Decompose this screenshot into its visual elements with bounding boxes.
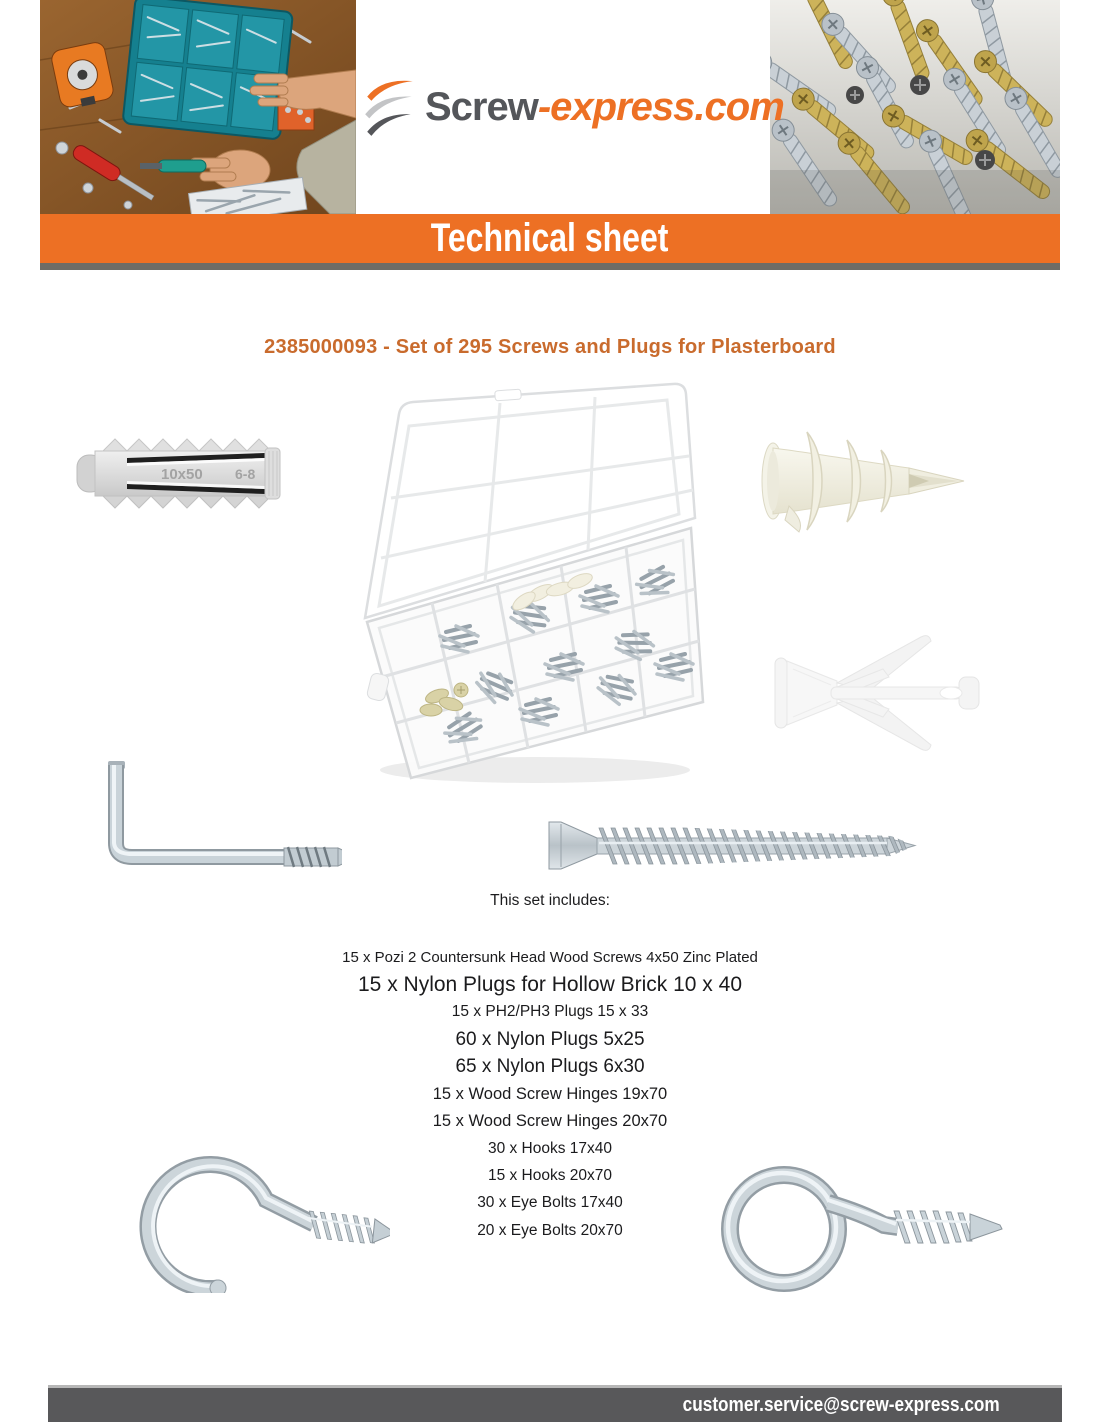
set-item: 65 x Nylon Plugs 6x30	[455, 1055, 645, 1077]
workbench-photo-illustration	[40, 0, 356, 214]
butterfly-anchor-image	[773, 625, 1000, 760]
set-item: 15 x Wood Screw Hinges 20x70	[432, 1111, 668, 1130]
brand-logo	[365, 76, 784, 138]
includes-heading: This set includes:	[490, 892, 610, 909]
cup-hook-image	[98, 1138, 390, 1293]
plug-marking-range: 6-8	[235, 466, 256, 482]
logo-text-secondary: -express.com	[537, 84, 784, 129]
technical-sheet-banner	[40, 214, 1060, 263]
assortment-box-illustration	[345, 378, 705, 788]
cup-hook-thread	[307, 1211, 390, 1246]
logo-swoosh-icon	[365, 76, 417, 138]
screws-pile-illustration	[770, 0, 1060, 214]
assortment-box-image	[345, 378, 705, 788]
plug-marking-size: 10x50	[161, 466, 203, 483]
set-item: 30 x Hooks 17x40	[487, 1139, 613, 1157]
banner-divider	[40, 263, 1060, 270]
set-item: 15 x Wood Screw Hinges 19x70	[432, 1084, 668, 1103]
set-item: 15 x Hooks 20x70	[487, 1167, 613, 1185]
square-hook-image	[88, 755, 342, 880]
product-title: 2385000093 - Set of 295 Screws and Plugs for Plasterboard	[264, 336, 836, 358]
organizer-tray	[122, 0, 293, 140]
workbench-photo	[40, 0, 356, 214]
hook-thread	[284, 847, 342, 867]
nylon-wall-plug-illustration	[75, 427, 295, 520]
footer-email: customer.service@screw-express.com	[683, 1394, 1001, 1416]
eye-bolt-thread	[894, 1211, 1002, 1243]
countersunk-screw-illustration	[543, 818, 920, 873]
logo-text-primary: Screw	[425, 84, 538, 129]
footer-bar	[48, 1388, 1062, 1422]
set-item: 30 x Eye Bolts 17x40	[477, 1194, 623, 1212]
eye-bolt-image	[698, 1143, 1017, 1312]
wood-screw-image	[543, 818, 920, 873]
cup-hook-illustration	[98, 1138, 390, 1293]
self-drill-anchor-illustration	[758, 428, 975, 535]
logo-wordmark	[425, 85, 784, 130]
set-item: 15 x Pozi 2 Countersunk Head Wood Screws 4x50 Zinc Plated	[342, 949, 758, 967]
banner-title: Technical sheet	[431, 216, 669, 260]
drywall-anchor-image	[758, 428, 975, 535]
butterfly-anchor-illustration	[773, 625, 1000, 760]
set-item: 60 x Nylon Plugs 5x25	[455, 1028, 645, 1050]
wall-plug-image	[75, 427, 295, 520]
set-item: 20 x Eye Bolts 20x70	[477, 1221, 623, 1239]
screws-pile-photo	[770, 0, 1060, 214]
square-screw-hook-illustration	[88, 755, 342, 880]
eye-bolt-illustration	[698, 1143, 1017, 1312]
set-item: 15 x Nylon Plugs for Hollow Brick 10 x 40	[358, 972, 742, 996]
set-item: 15 x PH2/PH3 Plugs 15 x 33	[451, 1003, 649, 1021]
